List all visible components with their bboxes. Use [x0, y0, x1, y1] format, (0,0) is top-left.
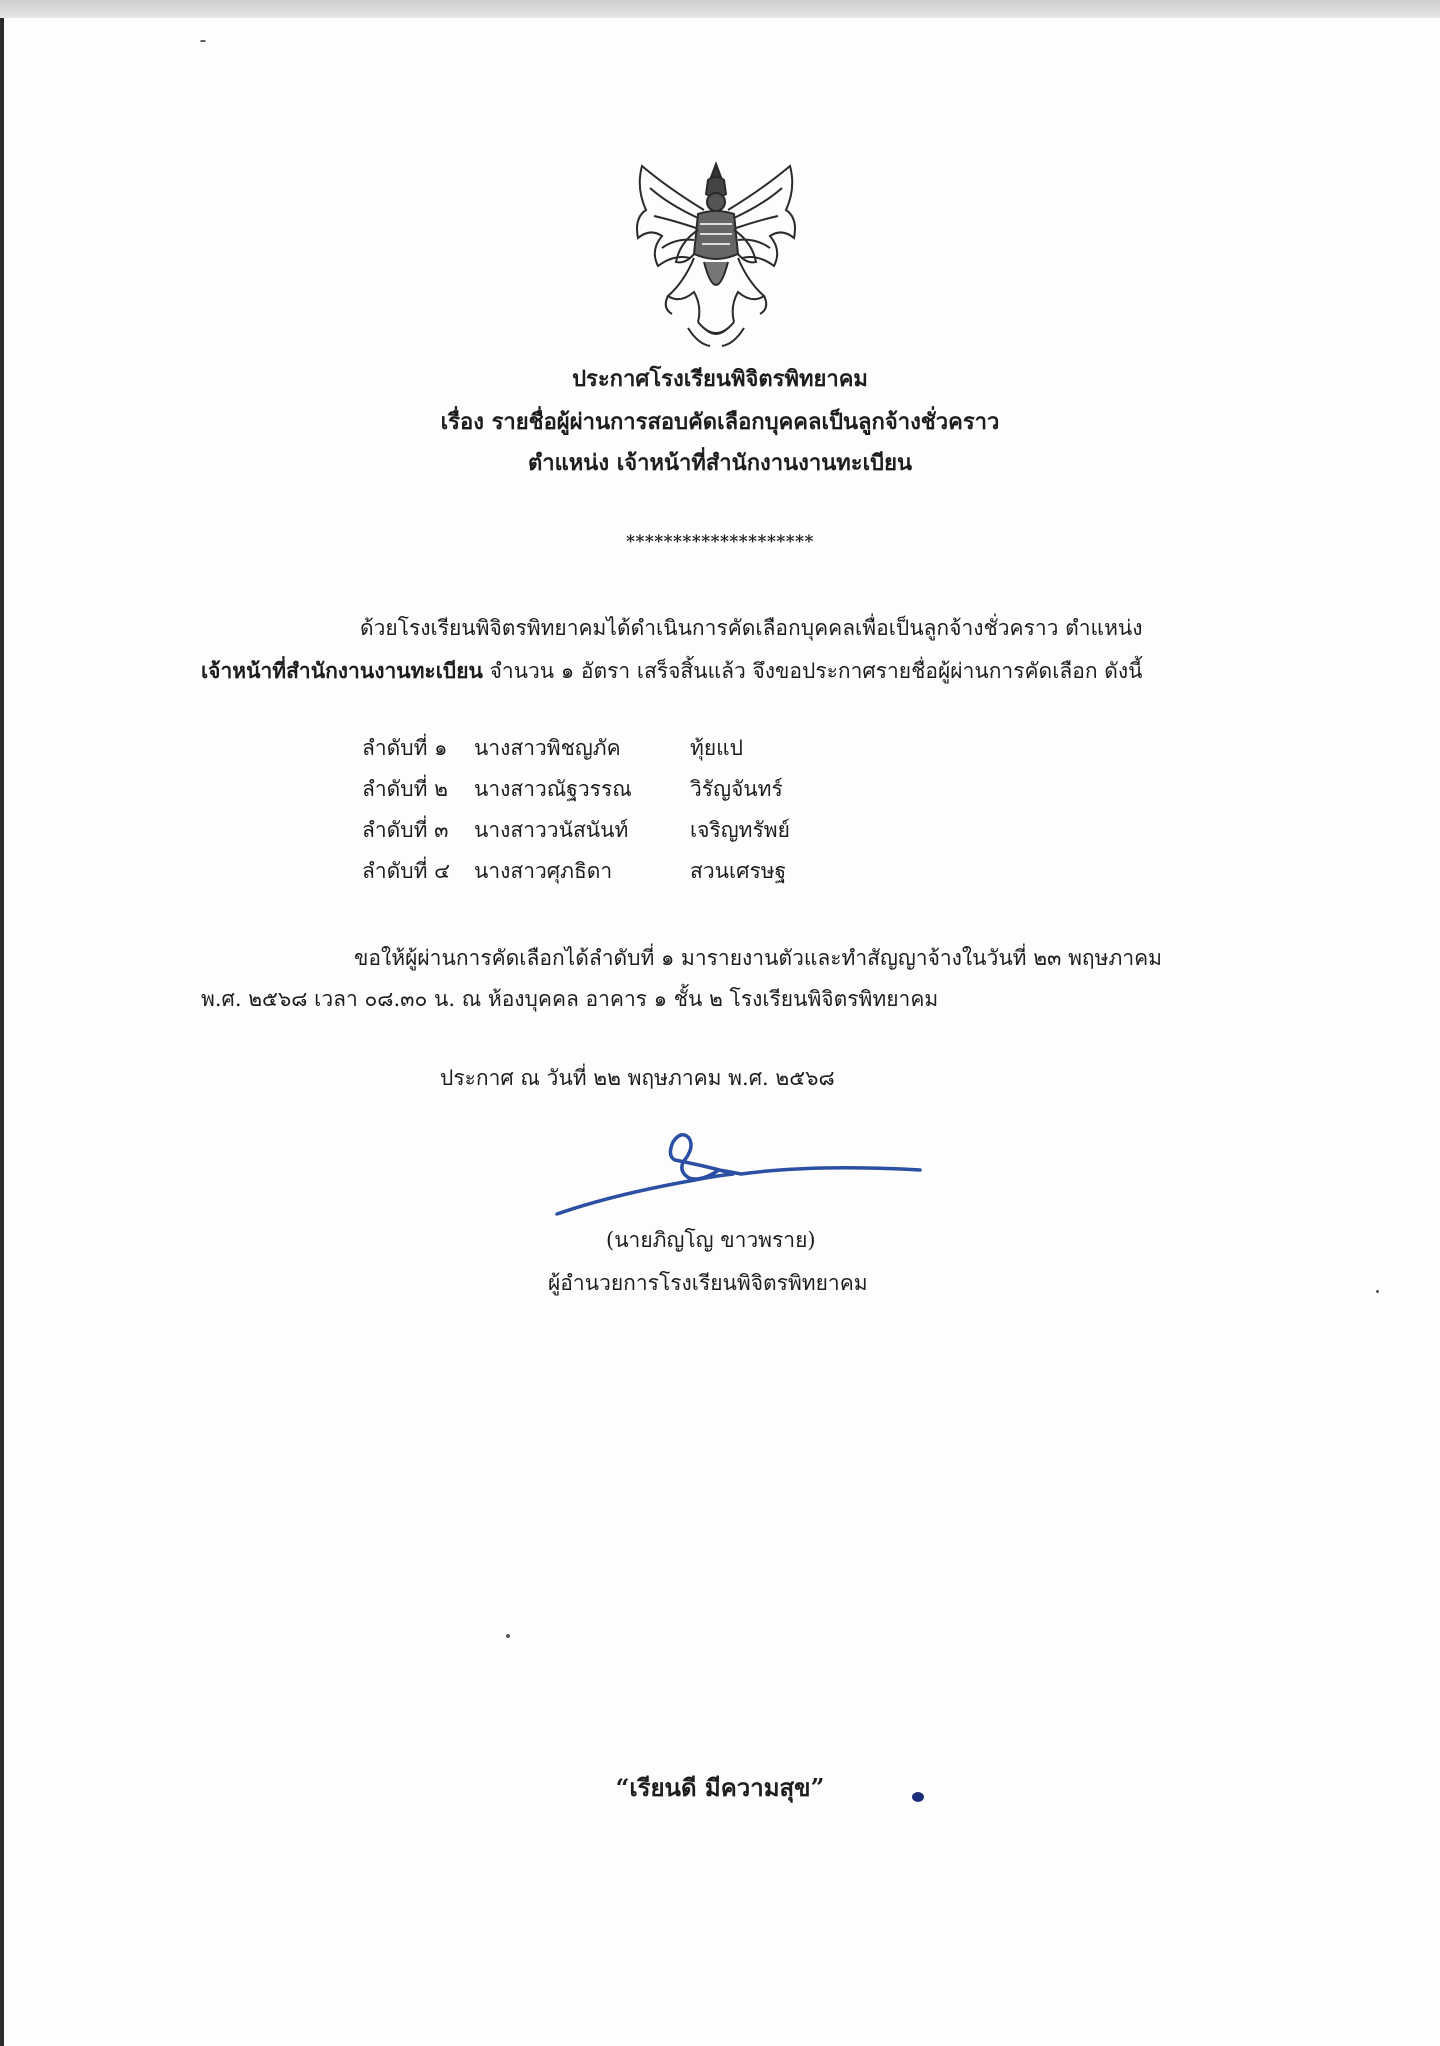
separator-stars: ******************** — [626, 532, 814, 552]
scan-top-edge — [0, 0, 1440, 18]
candidate-last-name: เจริญทรัพย์ — [690, 818, 790, 842]
candidate-rank: ลำดับที่ ๔ — [362, 859, 451, 883]
scan-left-edge — [0, 18, 4, 2046]
candidate-first-name: นางสาวพิชญภัค — [474, 736, 621, 760]
paragraph-1-line-1: ด้วยโรงเรียนพิจิตรพิทยาคมได้ดำเนินการคัดเลือกบุคคลเพื่อเป็นลูกจ้างชั่วคราว ตำแหน่ง — [360, 616, 1143, 640]
paragraph-2-line-1: ขอให้ผู้ผ่านการคัดเลือกได้ลำดับที่ ๑ มารายงานตัวและทำสัญญาจ้างในวันที่ ๒๓ พฤษภาคม — [354, 946, 1162, 970]
candidate-first-name: นางสาวศุภธิดา — [474, 859, 613, 883]
scan-speck — [1376, 1290, 1379, 1293]
signature-mark — [555, 1128, 925, 1218]
announcement-date: ประกาศ ณ วันที่ ๒๒ พฤษภาคม พ.ศ. ๒๕๖๘ — [440, 1066, 835, 1090]
candidate-last-name: ทุ้ยแป — [690, 736, 744, 760]
position-line: ตำแหน่ง เจ้าหน้าที่สำนักงานงานทะเบียน — [527, 450, 913, 476]
position-name-bold: เจ้าหน้าที่สำนักงานงานทะเบียน — [201, 658, 483, 683]
candidate-last-name: สวนเศรษฐ — [690, 859, 787, 883]
signatory-name: (นายภิญโญ ขาวพราย) — [606, 1228, 816, 1252]
ink-speck — [912, 1792, 924, 1802]
garuda-emblem-icon — [628, 158, 804, 350]
subject-line: เรื่อง รายชื่อผู้ผ่านการสอบคัดเลือกบุคคลเป็นลูกจ้างชั่วคราว — [440, 409, 1000, 435]
candidate-rank: ลำดับที่ ๓ — [362, 818, 449, 842]
scan-speck — [506, 1634, 510, 1638]
candidate-first-name: นางสาวณัฐวรรณ — [474, 777, 632, 801]
signatory-position: ผู้อำนวยการโรงเรียนพิจิตรพิทยาคม — [548, 1271, 868, 1295]
paragraph-2-line-2: พ.ศ. ๒๕๖๘ เวลา ๐๘.๓๐ น. ณ ห้องบุคคล อาคาร ๑ ชั้น ๒ โรงเรียนพิจิตรพิทยาคม — [201, 987, 939, 1011]
candidate-last-name: วิรัญจันทร์ — [690, 777, 783, 801]
school-motto: “เรียนดี มีความสุข” — [615, 1773, 825, 1802]
paragraph-1-line-2-rest: จำนวน ๑ อัตรา เสร็จสิ้นแล้ว จึงขอประกาศรายชื่อผู้ผ่านการคัดเลือก ดังนี้ — [482, 659, 1143, 683]
announcement-title: ประกาศโรงเรียนพิจิตรพิทยาคม — [572, 366, 868, 392]
candidate-rank: ลำดับที่ ๑ — [362, 736, 448, 760]
paragraph-1-line-2 — [201, 660, 1142, 682]
candidate-first-name: นางสาววนัสนันท์ — [474, 818, 629, 842]
scan-speck — [200, 40, 206, 42]
candidate-rank: ลำดับที่ ๒ — [362, 777, 448, 801]
